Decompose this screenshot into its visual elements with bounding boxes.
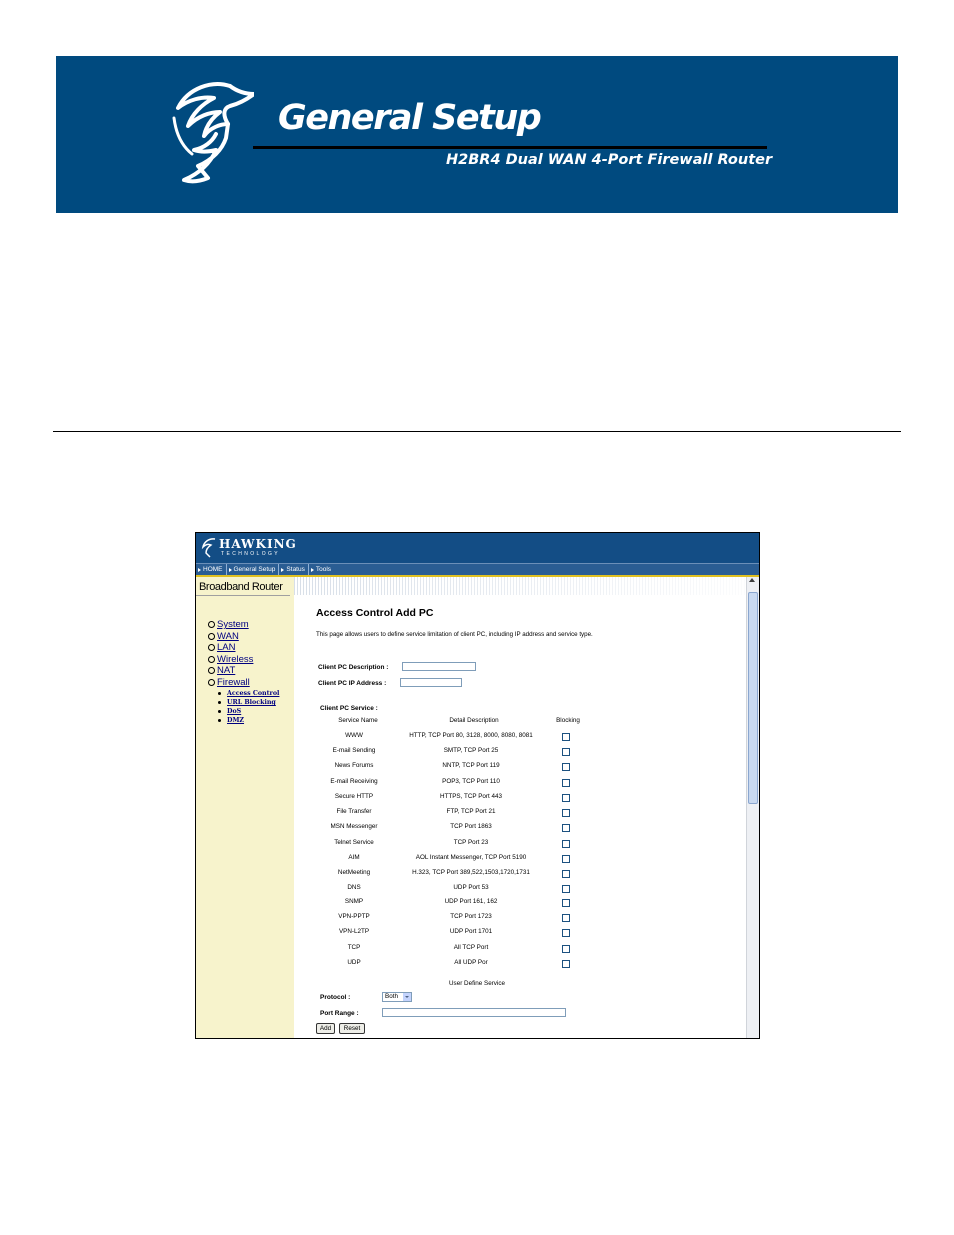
hawk-logo-icon (168, 78, 254, 188)
blocking-checkbox[interactable] (562, 914, 570, 922)
arrow-right-icon (311, 568, 314, 572)
brand-sub: TECHNOLOGY (221, 551, 281, 557)
blocking-checkbox[interactable] (562, 899, 570, 907)
submenu-access-control[interactable]: Access Control (218, 689, 279, 698)
sidebar-menu (208, 619, 279, 725)
vertical-scrollbar[interactable] (746, 577, 759, 1038)
service-name: NetMeeting (337, 869, 371, 876)
submenu-dos[interactable]: DoS (218, 707, 279, 716)
main-content (294, 577, 745, 1038)
page-title: Access Control Add PC (316, 607, 434, 619)
service-name: E-mail Receiving (330, 778, 378, 785)
top-nav (196, 563, 759, 577)
router-screenshot (195, 532, 760, 1039)
service-name: DNS (347, 884, 361, 891)
blocking-checkbox[interactable] (562, 809, 570, 817)
blocking-checkbox[interactable] (562, 929, 570, 937)
service-detail: SMTP, TCP Port 25 (443, 747, 499, 754)
port-range-label: Port Range : (320, 1010, 359, 1017)
menu-item-system[interactable]: System (208, 619, 279, 631)
blocking-checkbox[interactable] (562, 870, 570, 878)
protocol-label: Protocol : (320, 994, 351, 1001)
protocol-value: Both (385, 993, 398, 1000)
col-service-name: Service Name (338, 717, 378, 724)
blocking-checkbox[interactable] (562, 763, 570, 771)
menu-item-nat[interactable]: NAT (208, 665, 279, 677)
service-detail: AOL Instant Messenger, TCP Port 5190 (415, 854, 527, 861)
service-detail: All UDP Por (454, 959, 488, 966)
sidebar-title: Broadband Router (199, 581, 283, 593)
service-detail: TCP Port 1723 (450, 913, 492, 920)
service-detail: UDP Port 161, 162 (444, 898, 498, 905)
firewall-submenu (218, 689, 279, 725)
service-detail: NNTP, TCP Port 119 (442, 762, 500, 769)
banner-rule (253, 146, 767, 149)
service-detail: UDP Port 53 (453, 884, 489, 891)
bullet-circle-icon (208, 656, 215, 663)
section-divider (53, 431, 901, 432)
scroll-up-icon[interactable] (749, 578, 755, 582)
arrow-right-icon (281, 568, 284, 572)
bullet-circle-icon (208, 644, 215, 651)
col-detail-description: Detail Description (449, 717, 499, 724)
service-detail: H.323, TCP Port 389,522,1503,1720,1731 (412, 869, 530, 876)
nav-home[interactable]: HOME (196, 564, 227, 575)
blocking-checkbox[interactable] (562, 794, 570, 802)
submenu-dmz[interactable]: DMZ (218, 716, 279, 725)
client-desc-label: Client PC Description : (318, 664, 389, 671)
service-name: SNMP (344, 898, 364, 905)
reset-button[interactable]: Reset (339, 1023, 365, 1034)
blocking-checkbox[interactable] (562, 779, 570, 787)
nav-general-setup[interactable]: General Setup (227, 564, 280, 575)
service-name: MSN Messenger (330, 823, 378, 830)
nav-status[interactable]: Status (279, 564, 308, 575)
sidebar-title-underline (196, 595, 290, 596)
service-detail: UDP Port 1701 (449, 928, 493, 935)
client-ip-input[interactable] (400, 678, 462, 687)
menu-item-lan[interactable]: LAN (208, 642, 279, 654)
service-name: AIM (348, 854, 360, 861)
service-name: UDP (347, 959, 361, 966)
arrow-right-icon (229, 568, 232, 572)
service-name: News Forums (334, 762, 374, 769)
manual-banner (56, 56, 898, 213)
bullet-dot-icon (218, 710, 221, 713)
bullet-dot-icon (218, 719, 221, 722)
bullet-dot-icon (218, 692, 221, 695)
service-name: Telnet Service (334, 839, 374, 846)
menu-item-wireless[interactable]: Wireless (208, 654, 279, 666)
bullet-circle-icon (208, 633, 215, 640)
service-name: WWW (345, 732, 363, 739)
client-desc-input[interactable] (402, 662, 476, 671)
banner-subtitle: H2BR4 Dual WAN 4-Port Firewall Router (446, 152, 773, 168)
blocking-checkbox[interactable] (562, 840, 570, 848)
service-detail: All TCP Port (453, 944, 489, 951)
blocking-checkbox[interactable] (562, 733, 570, 741)
service-name: TCP (347, 944, 361, 951)
blocking-checkbox[interactable] (562, 748, 570, 756)
service-detail: HTTP, TCP Port 80, 3128, 8000, 8080, 8081 (409, 732, 533, 739)
service-detail: FTP, TCP Port 21 (446, 808, 496, 815)
nav-tools[interactable]: Tools (309, 564, 334, 575)
client-service-label: Client PC Service : (320, 705, 378, 712)
banner-title: General Setup (278, 98, 541, 138)
sidebar (196, 577, 294, 1038)
blocking-checkbox[interactable] (562, 960, 570, 968)
arrow-right-icon (198, 568, 201, 572)
service-name: E-mail Sending (332, 747, 376, 754)
col-blocking: Blocking (556, 717, 580, 724)
service-name: VPN-PPTP (338, 913, 370, 920)
service-name: Secure HTTP (334, 793, 374, 800)
bullet-circle-icon (208, 667, 215, 674)
brand-name: HAWKING (219, 537, 297, 551)
router-header (196, 533, 759, 563)
hawk-mark-icon (201, 537, 217, 559)
service-detail: HTTPS, TCP Port 443 (439, 793, 503, 800)
scroll-thumb[interactable] (748, 592, 758, 804)
add-button[interactable]: Add (316, 1023, 335, 1034)
submenu-url-blocking[interactable]: URL Blocking (218, 698, 279, 707)
bullet-circle-icon (208, 679, 215, 686)
blocking-checkbox[interactable] (562, 885, 570, 893)
user-define-service: User Define Service (449, 980, 505, 987)
service-name: VPN-L2TP (338, 928, 370, 935)
menu-item-firewall[interactable]: Firewall (208, 677, 279, 689)
blocking-checkbox[interactable] (562, 855, 570, 863)
client-ip-label: Client PC IP Address : (318, 680, 387, 687)
service-name: File Transfer (336, 808, 372, 815)
service-detail: TCP Port 23 (453, 839, 489, 846)
page-description: This page allows users to define service limitation of client PC, including IP address and service type. (316, 631, 593, 638)
bullet-circle-icon (208, 621, 215, 628)
hawking-logo (201, 536, 301, 560)
port-range-input[interactable] (382, 1008, 566, 1017)
protocol-select[interactable] (382, 992, 412, 1002)
chevron-down-icon (403, 993, 411, 1001)
blocking-checkbox[interactable] (562, 824, 570, 832)
blocking-checkbox[interactable] (562, 945, 570, 953)
menu-item-wan[interactable]: WAN (208, 631, 279, 643)
service-detail: POP3, TCP Port 110 (442, 778, 500, 785)
service-detail: TCP Port 1863 (450, 823, 492, 830)
bullet-dot-icon (218, 701, 221, 704)
